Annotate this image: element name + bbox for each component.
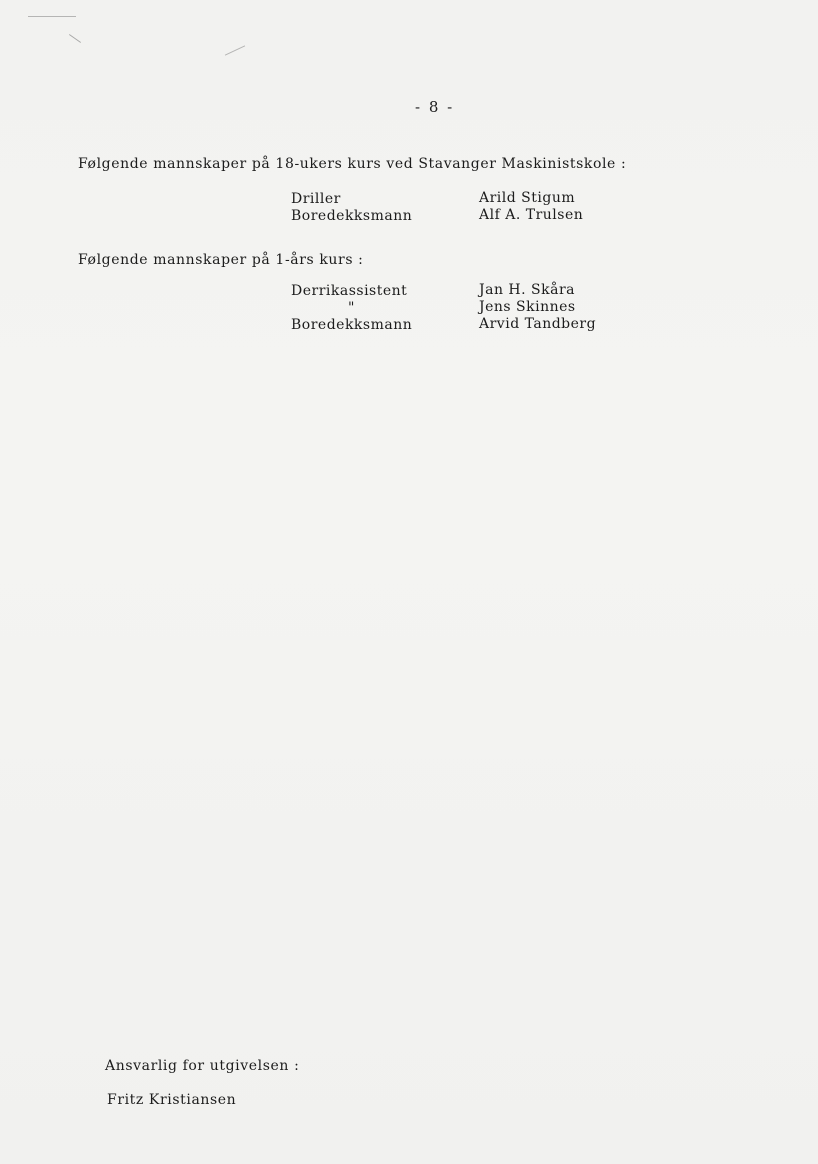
section2-names (479, 282, 596, 333)
section2-roles (291, 283, 412, 334)
section1-heading: Følgende mannskaper på 18-ukers kurs ved Stavanger Maskinistskole : (78, 156, 627, 172)
role-text: Derrikassistent (291, 283, 408, 299)
scan-mark (69, 34, 81, 43)
responsible-name: Fritz Kristiansen (107, 1092, 237, 1108)
name-text: Arvid Tandberg (479, 316, 597, 332)
name-text: Alf A. Trulsen (479, 207, 584, 223)
scan-mark (225, 45, 245, 55)
role-text: Driller (291, 191, 341, 207)
section1-roles (291, 191, 412, 225)
name-text: Jens Skinnes (479, 299, 576, 315)
responsible-label: Ansvarlig for utgivelsen : (105, 1058, 300, 1074)
page-number: - 8 - (415, 98, 455, 116)
name-text: Jan H. Skåra (479, 282, 575, 298)
section1-names (479, 190, 583, 224)
role-text: Boredekksmann (291, 208, 413, 224)
scan-mark (28, 16, 76, 17)
name-text: Arild Stigum (479, 190, 576, 206)
role-text: Boredekksmann (291, 317, 413, 333)
section2-heading: Følgende mannskaper på 1-års kurs : (78, 252, 364, 268)
ditto-mark: " (348, 300, 355, 316)
